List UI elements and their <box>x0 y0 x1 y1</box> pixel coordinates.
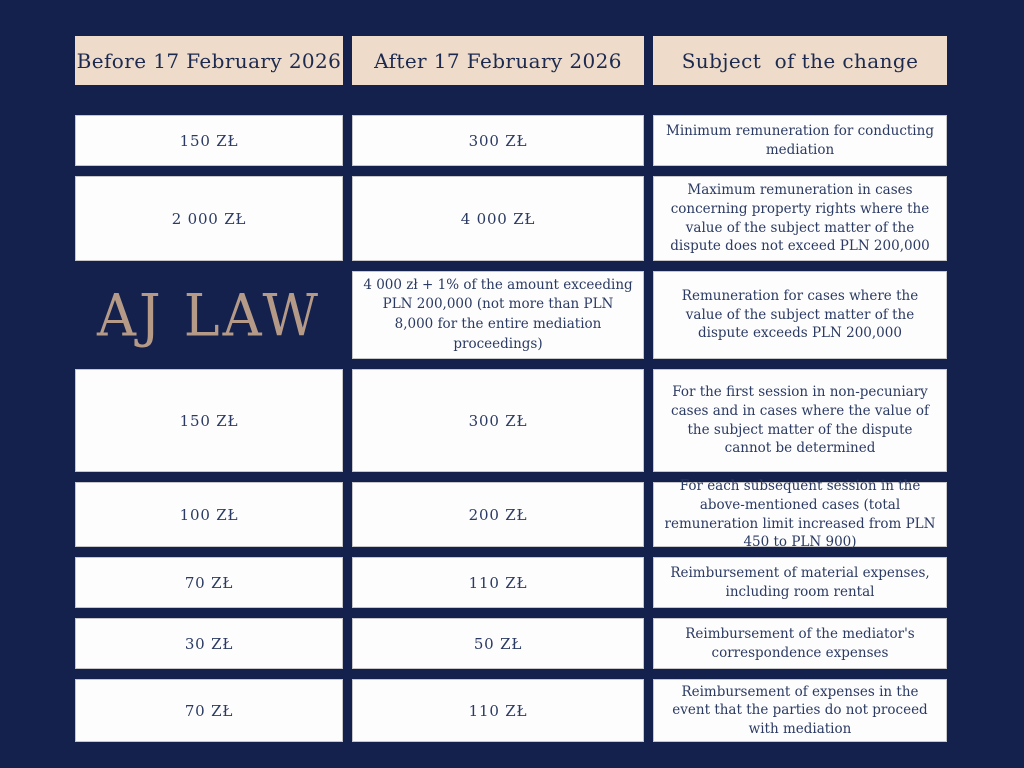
column-header-subject: Subject of the change <box>653 36 947 85</box>
table-cell-before-8: 70 ZŁ <box>75 679 343 742</box>
column-header-before: Before 17 February 2026 <box>75 36 343 85</box>
table-cell-subject-3: Remuneration for cases where the value of the subject matter of the dispute exceeds PLN 200,000 <box>653 271 947 359</box>
table-cell-after-4: 300 ZŁ <box>352 369 644 472</box>
table-cell-subject-1: Minimum remuneration for conducting mediation <box>653 115 947 166</box>
table-cell-subject-6: Reimbursement of material expenses, including room rental <box>653 557 947 608</box>
table-cell-after-3: 4 000 zł + 1% of the amount exceeding PLN 200,000 (not more than PLN 8,000 for the entire mediation proceedings) <box>352 271 644 359</box>
table-cell-subject-8: Reimbursement of expenses in the event that the parties do not proceed with mediation <box>653 679 947 742</box>
table-cell-before-1: 150 ZŁ <box>75 115 343 166</box>
table-cell-subject-2: Maximum remuneration in cases concerning property rights where the value of the subject matter of the dispute does not exceed PLN 200,000 <box>653 176 947 261</box>
table-cell-before-4: 150 ZŁ <box>75 369 343 472</box>
table-cell-after-6: 110 ZŁ <box>352 557 644 608</box>
table-cell-before-2: 2 000 ZŁ <box>75 176 343 261</box>
table-cell-subject-4: For the first session in non-pecuniary cases and in cases where the value of the subject matter of the dispute cannot be determined <box>653 369 947 472</box>
table-cell-after-1: 300 ZŁ <box>352 115 644 166</box>
table-body <box>75 115 947 742</box>
table-cell-after-7: 50 ZŁ <box>352 618 644 669</box>
table-cell-before-6: 70 ZŁ <box>75 557 343 608</box>
table-cell-after-5: 200 ZŁ <box>352 482 644 547</box>
table-cell-before-7: 30 ZŁ <box>75 618 343 669</box>
table-cell-subject-5: For each subsequent session in the above-mentioned cases (total remuneration limit increased from PLN 450 to PLN 900) <box>653 482 947 547</box>
column-header-after: After 17 February 2026 <box>352 36 644 85</box>
table-cell-before-5: 100 ZŁ <box>75 482 343 547</box>
table-header-row <box>75 36 947 85</box>
aj-law-logo: AJ LAW <box>97 280 321 350</box>
table-cell-subject-7: Reimbursement of the mediator's correspondence expenses <box>653 618 947 669</box>
table-cell-after-2: 4 000 ZŁ <box>352 176 644 261</box>
table-cell-after-8: 110 ZŁ <box>352 679 644 742</box>
